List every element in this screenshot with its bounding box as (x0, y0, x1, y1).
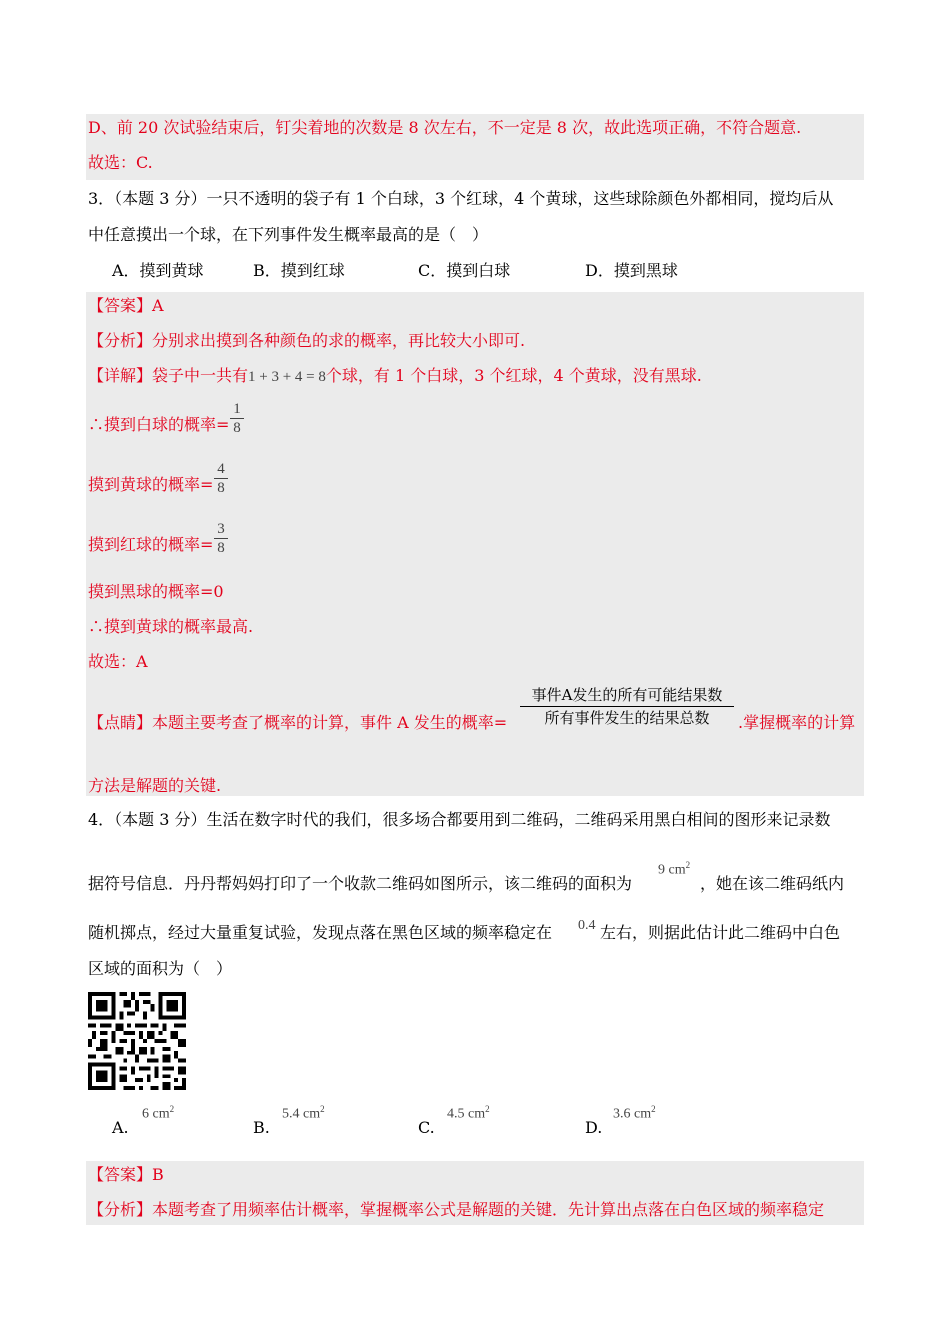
q3-red-prob-label: 摸到红球的概率= (88, 535, 214, 554)
q3-black-prob: 摸到黑球的概率=0 (88, 582, 224, 601)
q3-analysis: 【分析】分别求出摸到各种颜色的求的概率，再比较大小即可. (88, 331, 526, 350)
q3-stem-line1: 3．（本题 3 分）一只不透明的袋子有 1 个白球，3 个红球，4 个黄球，这些球除颜色外都相同，搅均后从 (88, 189, 834, 208)
q4-option-d-letter: D. (585, 1118, 603, 1137)
qr-finder-top-left (88, 992, 115, 1019)
q4-stem-line1: 4．（本题 3 分）生活在数字时代的我们，很多场合都要用到二维码，二维码采用黑白相间的图形来记录数 (88, 810, 831, 829)
q4-option-b-letter: B. (253, 1118, 270, 1137)
q3-tip-suffix: .掌握概率的计算 (738, 713, 856, 732)
q3-detail-suffix: 个球，有 1 个白球，3 个红球，4 个黄球，没有黑球. (325, 366, 702, 385)
q3-detail (88, 365, 702, 388)
q4-analysis: 【分析】本题考查了用频率估计概率，掌握概率公式是解题的关键．先计算出点落在白色区域的频率稳定 (88, 1200, 825, 1219)
q3-option-c: C．摸到白球 (418, 261, 511, 280)
q4-option-a-letter: A. (112, 1118, 129, 1137)
qr-finder-top-right (159, 992, 186, 1019)
q3-detail-math: 1 + 3 + 4 = 8 (248, 369, 326, 385)
q3-tip-line2: 方法是解题的关键. (88, 776, 222, 795)
q3-option-b: B．摸到红球 (253, 261, 345, 280)
q3-red-prob-fraction: 3 8 (214, 520, 228, 557)
q3-white-prob-label: ∴摸到白球的概率= (88, 415, 230, 434)
q3-option-d: D．摸到黑球 (585, 261, 678, 280)
q4-stem-line2-suffix: ，她在该二维码纸内 (700, 874, 845, 893)
q3-tip-numerator: 事件A发生的所有可能结果数 (531, 686, 723, 704)
q4-area-value: 9 $cm^2$ (658, 860, 691, 878)
q4-option-a-value: 6 $cm^2$ (142, 1104, 175, 1122)
q4-option-b-value: 5.4 $cm^2$ (282, 1104, 325, 1122)
q4-stem-line4: 区域的面积为（ ） (88, 959, 233, 978)
q3-option-a: A．摸到黄球 (112, 261, 204, 280)
qr-finder-bottom-left (88, 1063, 115, 1090)
q3-tip-fraction (520, 684, 734, 729)
q4-stem-line3-suffix: 左右，则据此估计此二维码中白色 (600, 923, 841, 942)
prev-choice: 故选：C. (88, 153, 153, 172)
prev-option-d-explanation: D、前 20 次试验结束后，钉尖着地的次数是 8 次左右，不一定是 8 次，故此选项正确，不符合题意. (88, 118, 802, 137)
q4-stem-line3-prefix: 随机掷点，经过大量重复试验，发现点落在黑色区域的频率稳定在 (88, 923, 553, 942)
q3-stem-line2: 中任意摸出一个球，在下列事件发生概率最高的是（ ） (88, 225, 489, 244)
q3-yellow-prob-label: 摸到黄球的概率= (88, 475, 214, 494)
q4-answer: 【答案】B (88, 1165, 164, 1184)
q3-conclusion: ∴摸到黄球的概率最高. (88, 617, 254, 636)
qr-code-image (88, 992, 186, 1090)
q3-detail-prefix: 【详解】袋子中一共有 (88, 366, 249, 385)
q3-tip-prefix: 【点睛】本题主要考查了概率的计算，事件 A 发生的概率= (88, 713, 508, 732)
q3-choice: 故选：A (88, 652, 148, 671)
q3-answer: 【答案】A (88, 296, 164, 315)
q4-stem-line2 (88, 873, 632, 895)
q4-stem-line2-prefix: 据符号信息．丹丹帮妈妈打印了一个收款二维码如图所示，该二维码的面积为 (88, 874, 633, 893)
q3-white-prob-fraction: 1 8 (230, 400, 244, 437)
q4-option-c-letter: C. (418, 1118, 435, 1137)
q3-yellow-prob-fraction: 4 8 (214, 460, 228, 497)
q3-tip-denominator: 所有事件发生的结果总数 (544, 709, 710, 727)
q4-option-d-value: 3.6 $cm^2$ (613, 1104, 656, 1122)
q4-option-c-value: 4.5 $cm^2$ (447, 1104, 490, 1122)
q4-frequency-value: 0.4 (578, 918, 596, 933)
q4-stem-line3 (88, 922, 552, 944)
